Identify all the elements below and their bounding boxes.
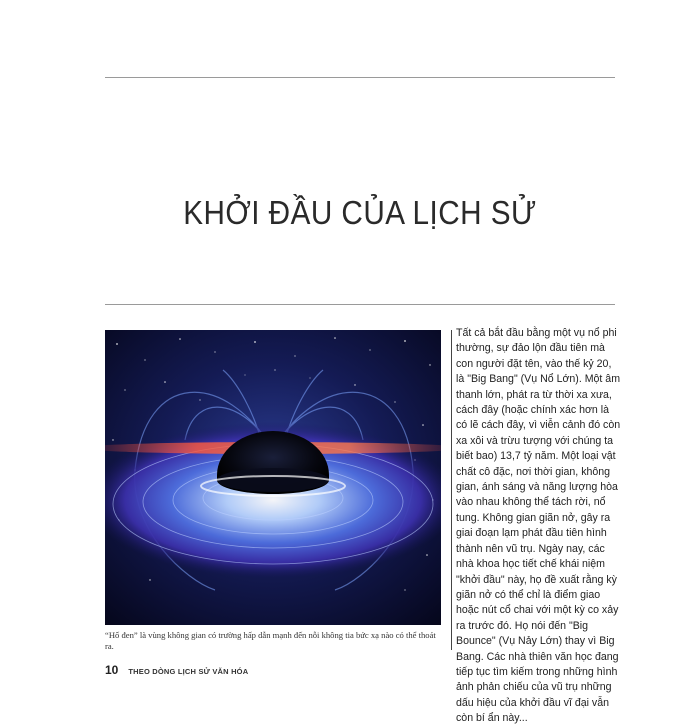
figure-caption: “Hố đen” là vùng không gian có trường hấp dẫn mạnh đến nỗi không tia bức xạ nào có thể thoát ra. [105, 630, 436, 651]
chapter-title: KHỞI ĐẦU CỦA LỊCH SỬ [183, 194, 537, 232]
page-footer [105, 663, 248, 677]
body-paragraph: Tất cả bắt đầu bằng một vụ nổ phi thường, sự đảo lộn đầu tiên mà con người đặt tên, vào thế kỷ 20, là "Big Bang" (Vụ Nổ Lớn). Một âm thanh lớn, phát ra từ thời xa xưa, cách đây (hoặc chính xác hơn là có lẽ cách đây, vì viễn cảnh đó còn xa xôi và trừu tượng với chúng ta biết bao) 13,7 tỷ năm. Một loại vật chất cô đặc, nơi thời gian, không gian, ánh sáng và năng lượng hòa vào nhau không thể tách rời, nổ tung. Không gian giãn nở, gây ra giai đoạn lạm phát đầu tiên hình thành nên vũ trụ. Ngày nay, các nhà khoa học tiết chế khái niệm "khởi đầu" này, họ đề xuất rằng kỳ giãn nở có thể chỉ là điểm giao hoặc nút cổ chai với một kỳ co xảy ra trước đó. Họ nói đến "Big Bounce" (Vụ Nảy Lớn) thay vì Big Bang. Các nhà thiên văn học đang tiếp tục tìm kiếm trong những hình ảnh phản chiếu của vũ trụ những dấu hiệu của khởi đầu vĩ đại vẫn còn bí ẩn này... [456, 327, 621, 725]
top-rule [105, 77, 615, 78]
column-divider [451, 330, 452, 650]
page-number: 10 [105, 663, 119, 677]
running-head: THEO DÒNG LỊCH SỬ VĂN HÓA [128, 667, 249, 676]
middle-rule [105, 304, 615, 305]
black-hole-illustration [105, 330, 441, 625]
